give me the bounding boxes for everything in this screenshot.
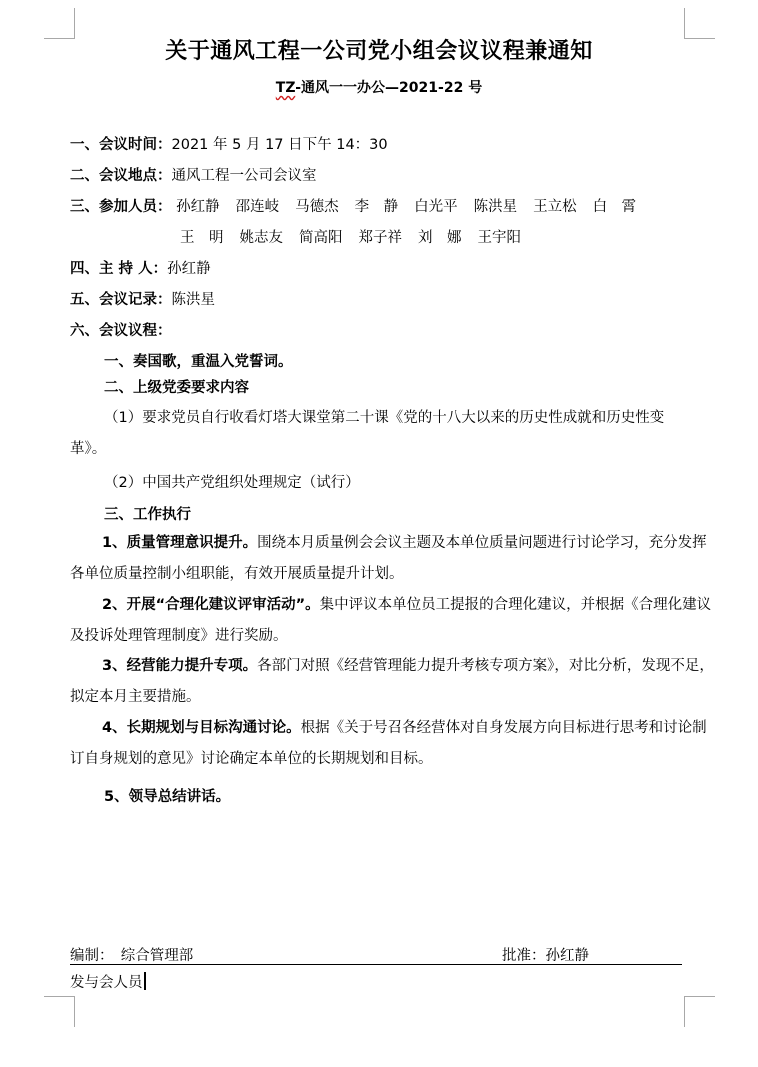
attendee-name: 简高阳 bbox=[299, 230, 343, 246]
attendee-name: 王宇阳 bbox=[477, 230, 521, 246]
host-value: 孙红静 bbox=[167, 261, 211, 277]
attendee-name: 李 静 bbox=[354, 199, 399, 215]
work-item-body: 根据《关于号召各经营体对自身发展方向目标进行思考和讨论制订自身规划的意见》讨论确定本单位的长期规划和目标。 bbox=[70, 720, 707, 767]
document-title: 关于通风工程一公司党小组会议议程兼通知 bbox=[165, 39, 593, 64]
work-item-body: 集中评议本单位员工提报的合理化建议，并根据《合理化建议及投诉处理管理制度》进行奖励。 bbox=[70, 597, 712, 644]
attendee-name: 姚志友 bbox=[239, 230, 283, 246]
meeting-time-value: 2021 年 5 月 17 日下午 14：30 bbox=[171, 137, 388, 153]
work-item-heading: 1、质量管理意识提升。 bbox=[102, 535, 258, 551]
document-number bbox=[0, 77, 758, 97]
meeting-time-label: 一、会议时间： bbox=[70, 137, 172, 153]
agenda-item-3: 三、工作执行 bbox=[104, 507, 191, 523]
document-number-rest: -通风一一办公—2021-22 号 bbox=[295, 80, 483, 96]
work-item-2 bbox=[70, 590, 718, 652]
recorder-label: 五、会议记录： bbox=[70, 292, 172, 308]
attendee-name: 马德杰 bbox=[295, 199, 339, 215]
footer-approver: 批准：孙红静 bbox=[502, 948, 589, 964]
attendee-name: 邵连岐 bbox=[235, 199, 280, 215]
meeting-place-line bbox=[70, 164, 317, 185]
meeting-time-line bbox=[70, 133, 388, 154]
footer-distribution-line bbox=[70, 971, 146, 992]
agenda-item-2-sub-2: （2）中国共产党组织处理规定（试行） bbox=[104, 475, 360, 491]
text-cursor bbox=[144, 972, 146, 990]
host-label: 四、主 持 人： bbox=[70, 261, 168, 277]
host-line bbox=[70, 257, 211, 278]
attendees-label: 三、参加人员： bbox=[70, 199, 172, 215]
agenda-item-2-sub-1-line-1: （1）要求党员自行收看灯塔大课堂第二十课《党的十八大以来的历史性成就和历史性变 bbox=[104, 410, 665, 426]
agenda-item-2: 二、上级党委要求内容 bbox=[104, 380, 249, 396]
meeting-place-label: 二、会议地点： bbox=[70, 168, 172, 184]
agenda-item-2-sub-1-line-2: 革》。 bbox=[70, 441, 107, 457]
footer-editor: 编制： 综合管理部 bbox=[70, 948, 194, 964]
attendee-name: 郑子祥 bbox=[358, 230, 402, 246]
attendee-name: 白光平 bbox=[414, 199, 458, 215]
work-item-heading: 3、经营能力提升专项。 bbox=[102, 658, 258, 674]
work-item-heading: 2、开展“合理化建议评审活动”。 bbox=[102, 597, 320, 613]
recorder-line bbox=[70, 288, 215, 309]
page-corner-mark-bottom-left bbox=[44, 996, 75, 1027]
work-item-1 bbox=[70, 528, 718, 590]
attendee-name: 陈洪星 bbox=[473, 199, 518, 215]
meeting-place-value: 通风工程一公司会议室 bbox=[171, 168, 317, 184]
work-item-4 bbox=[70, 713, 718, 775]
attendee-name: 刘 娜 bbox=[418, 230, 462, 246]
agenda-item-1: 一、奏国歌，重温入党誓词。 bbox=[104, 354, 293, 370]
page-corner-mark-bottom-right bbox=[684, 996, 715, 1027]
recorder-value: 陈洪星 bbox=[171, 292, 215, 308]
attendees-line bbox=[70, 195, 652, 216]
agenda-heading: 六、会议议程： bbox=[70, 323, 172, 339]
footer-divider bbox=[70, 964, 682, 965]
attendee-name: 孙红静 bbox=[176, 199, 220, 215]
work-item-body: 围绕本月质量例会会议主题及本单位质量问题进行讨论学习，充分发挥各单位质量控制小组职能，有效开展质量提升计划。 bbox=[70, 535, 707, 582]
footer-distribution: 发与会人员 bbox=[70, 975, 143, 991]
work-item-5: 5、领导总结讲话。 bbox=[104, 789, 231, 805]
attendee-name: 王立松 bbox=[533, 199, 577, 215]
attendee-name: 王 明 bbox=[180, 230, 224, 246]
attendee-name: 白 霄 bbox=[592, 199, 637, 215]
work-item-3 bbox=[70, 651, 718, 713]
work-item-body: 各部门对照《经营管理能力提升考核专项方案》，对比分析，发现不足，拟定本月主要措施。 bbox=[70, 658, 714, 705]
document-number-prefix: TZ bbox=[275, 80, 296, 96]
work-item-heading: 4、长期规划与目标沟通讨论。 bbox=[102, 720, 301, 736]
attendees-line-2 bbox=[180, 226, 537, 247]
